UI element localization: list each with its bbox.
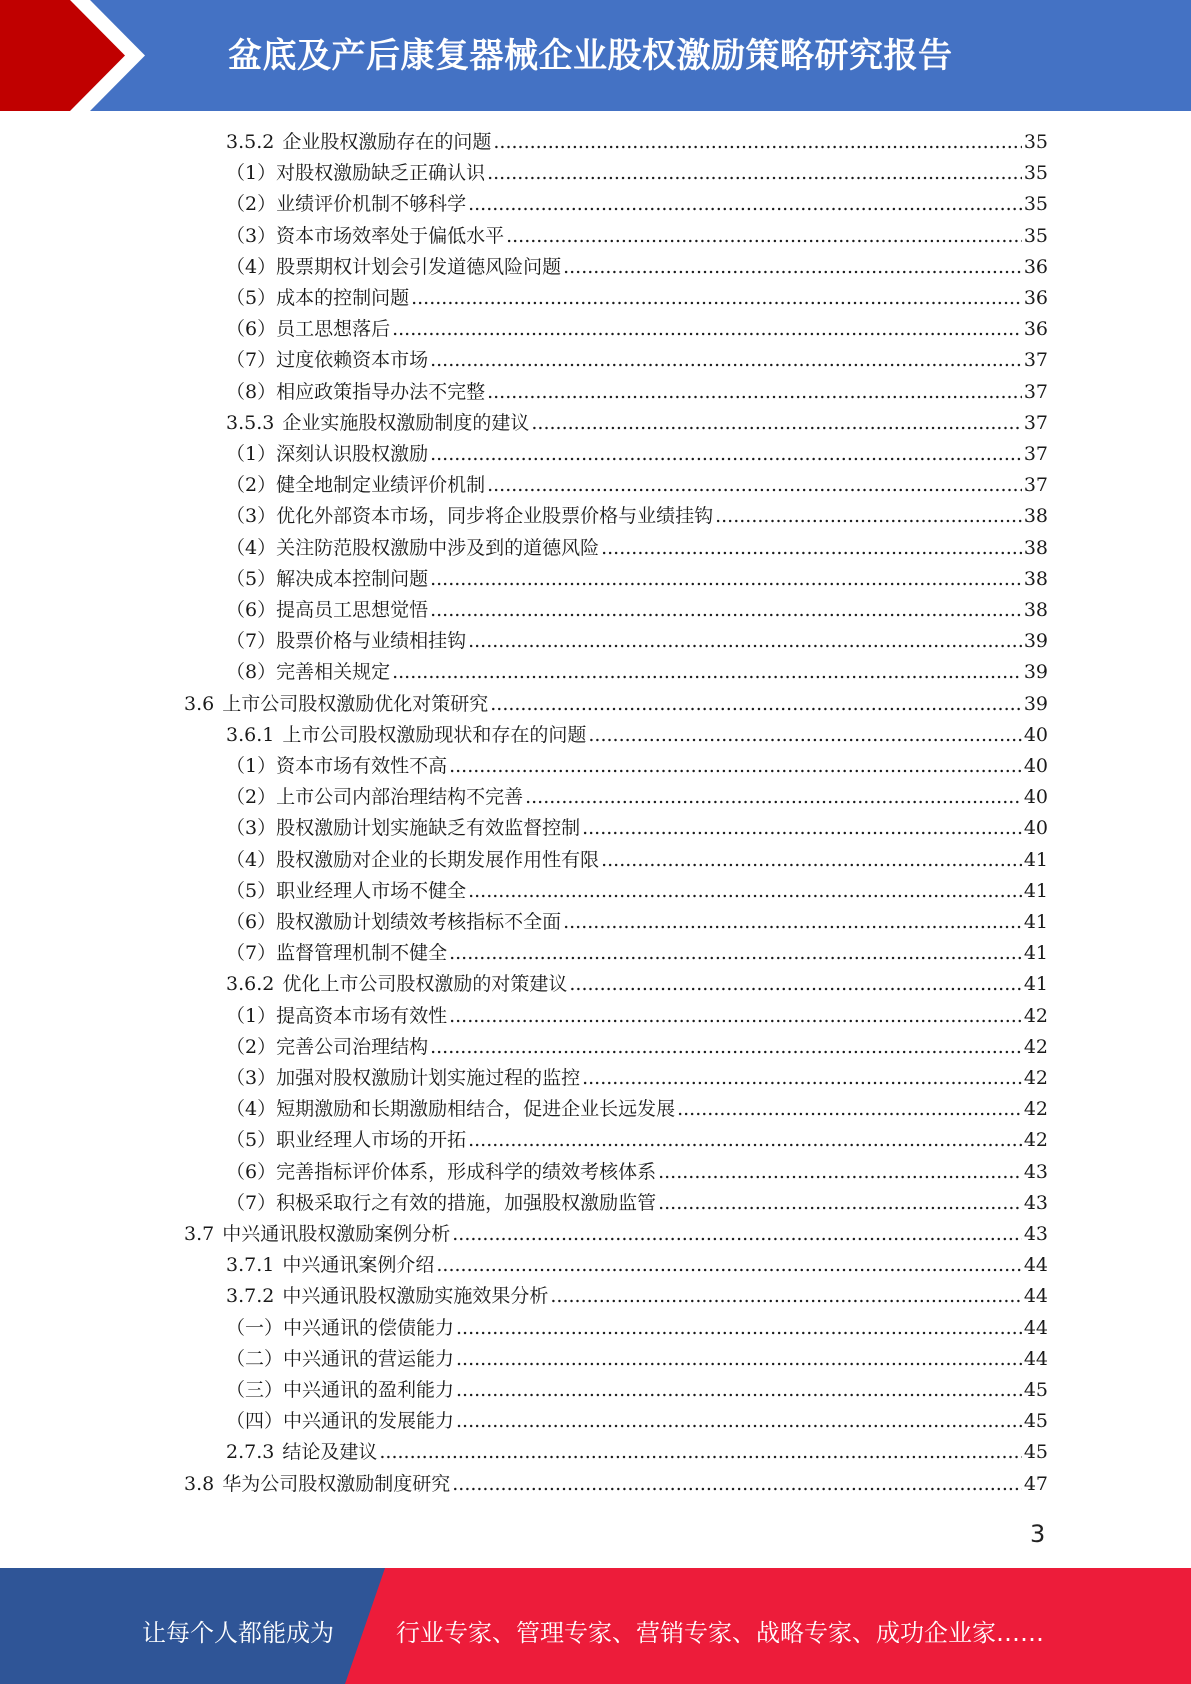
toc-entry-page: 38	[1023, 536, 1048, 559]
toc-entry[interactable]	[226, 1094, 1048, 1125]
toc-entry[interactable]	[226, 1032, 1048, 1063]
toc-entry-page: 36	[1023, 287, 1048, 309]
toc-entry-label: 中兴通讯股权激励实施效果分析	[282, 1285, 549, 1308]
toc-dot-leader	[436, 1250, 1021, 1281]
toc-entry-page: 42	[1023, 1035, 1048, 1058]
toc-entry-label: （2）完善公司治理结构	[226, 1035, 429, 1058]
toc-dot-leader	[601, 845, 1022, 876]
toc-entry[interactable]	[226, 1375, 1048, 1406]
toc-entry-label: （三）中兴通讯的盈利能力	[226, 1379, 455, 1401]
toc-dot-leader	[430, 564, 1022, 595]
toc-entry-label: （8）相应政策指导办法不完整	[226, 380, 486, 403]
toc-entry-page: 36	[1023, 318, 1048, 341]
toc-entry-page: 40	[1023, 723, 1048, 746]
toc-entry-page: 39	[1023, 692, 1048, 715]
toc-entry-label: 企业实施股权激励制度的建议	[282, 411, 530, 434]
toc-entry-label: （7）股票价格与业绩相挂钩	[226, 630, 467, 653]
toc-entry[interactable]	[226, 314, 1048, 345]
toc-entry[interactable]	[226, 533, 1048, 564]
toc-entry[interactable]	[226, 1001, 1048, 1032]
toc-dot-leader	[563, 252, 1022, 283]
toc-entry[interactable]	[226, 1281, 1048, 1312]
toc-entry-page: 43	[1023, 1191, 1048, 1214]
toc-entry-page: 40	[1023, 755, 1048, 777]
toc-entry-label: （5）职业经理人市场不健全	[226, 879, 467, 902]
toc-entry-label: （1）资本市场有效性不高	[226, 755, 448, 777]
toc-dot-leader	[487, 470, 1022, 501]
toc-entry-label: 华为公司股权激励制度研究	[222, 1472, 451, 1495]
toc-entry-label: 中兴通讯股权激励案例分析	[222, 1223, 451, 1245]
toc-entry-number: 3.7	[184, 1223, 215, 1245]
toc-entry[interactable]	[226, 938, 1048, 969]
toc-entry-label: （四）中兴通讯的发展能力	[226, 1410, 455, 1433]
toc-dot-leader	[430, 439, 1022, 470]
toc-dot-leader	[449, 751, 1022, 782]
toc-entry-label: 优化上市公司股权激励的对策建议	[282, 973, 568, 996]
toc-dot-leader	[531, 408, 1021, 439]
toc-entry-page: 40	[1023, 786, 1048, 809]
toc-dot-leader	[452, 1469, 1022, 1500]
toc-entry-page: 35	[1023, 224, 1048, 247]
toc-dot-leader	[430, 345, 1022, 376]
toc-dot-leader	[468, 189, 1022, 220]
toc-dot-leader	[379, 1437, 1021, 1468]
toc-entry[interactable]	[226, 751, 1048, 782]
toc-entry-label: （7）过度依赖资本市场	[226, 349, 429, 372]
toc-entry-page: 35	[1023, 162, 1048, 185]
footer-slogan-left: 让每个人都能成为	[142, 1619, 334, 1647]
toc-entry-label: （4）股权激励对企业的长期发展作用性有限	[226, 848, 600, 871]
toc-entry-page: 47	[1023, 1472, 1048, 1495]
toc-dot-leader	[449, 1001, 1022, 1032]
toc-entry[interactable]	[226, 1188, 1048, 1219]
toc-entry-label: 中兴通讯案例介绍	[282, 1254, 435, 1277]
toc-entry-label: （4）短期激励和长期激励相结合，促进企业长远发展	[226, 1098, 676, 1121]
toc-entry[interactable]	[226, 969, 1048, 1000]
toc-entry[interactable]	[226, 470, 1048, 501]
toc-entry-number: 3.5.3	[226, 411, 275, 434]
toc-entry-label: （7）积极采取行之有效的措施，加强股权激励监管	[226, 1191, 657, 1214]
report-title: 盆底及产后康复器械企业股权激励策略研究报告	[228, 36, 953, 76]
toc-entry[interactable]	[184, 1469, 1048, 1500]
toc-entry-label: （1）对股权激励缺乏正确认识	[226, 162, 486, 185]
toc-dot-leader	[525, 782, 1022, 813]
toc-entry[interactable]	[184, 689, 1048, 720]
toc-entry-label: （3）优化外部资本市场，同步将企业股票价格与业绩挂钩	[226, 505, 714, 528]
toc-entry-page: 45	[1023, 1379, 1048, 1401]
toc-entry-number: 3.6	[184, 692, 215, 715]
toc-entry-number: 2.7.3	[226, 1441, 275, 1464]
toc-entry-page: 37	[1023, 443, 1048, 465]
toc-entry-label: （6）员工思想落后	[226, 318, 391, 341]
toc-dot-leader	[715, 501, 1022, 532]
toc-entry[interactable]	[226, 595, 1048, 626]
toc-dot-leader	[582, 1063, 1022, 1094]
toc-entry-page: 44	[1023, 1347, 1048, 1370]
toc-entry-page: 42	[1023, 1004, 1048, 1027]
toc-entry[interactable]	[226, 1063, 1048, 1094]
toc-dot-leader	[582, 813, 1022, 844]
toc-entry-label: （1）深刻认识股权激励	[226, 443, 429, 465]
toc-entry[interactable]	[226, 221, 1048, 252]
toc-entry-page: 41	[1023, 911, 1048, 933]
toc-entry-label: （8）完善相关规定	[226, 661, 391, 684]
toc-entry-label: 上市公司股权激励优化对策研究	[222, 692, 489, 715]
toc-entry[interactable]	[226, 720, 1048, 751]
toc-dot-leader	[430, 595, 1022, 626]
toc-dot-leader	[550, 1281, 1021, 1312]
toc-dot-leader	[456, 1313, 1022, 1344]
toc-entry-label: （二）中兴通讯的营运能力	[226, 1347, 455, 1370]
toc-dot-leader	[658, 1157, 1022, 1188]
toc-entry[interactable]	[226, 782, 1048, 813]
toc-dot-leader	[506, 221, 1022, 252]
toc-entry-label: （2）上市公司内部治理结构不完善	[226, 786, 524, 809]
toc-entry-label: （5）解决成本控制问题	[226, 567, 429, 590]
toc-entry[interactable]	[226, 1125, 1048, 1156]
toc-entry[interactable]	[226, 564, 1048, 595]
toc-entry-page: 39	[1023, 661, 1048, 684]
toc-dot-leader	[588, 720, 1021, 751]
toc-entry[interactable]	[226, 439, 1048, 470]
toc-entry[interactable]	[226, 345, 1048, 376]
page-footer	[0, 1568, 1191, 1684]
toc-dot-leader	[487, 377, 1022, 408]
toc-entry[interactable]	[226, 501, 1048, 532]
toc-entry[interactable]	[226, 1157, 1048, 1188]
toc-entry-page: 41	[1023, 973, 1048, 996]
toc-entry-page: 42	[1023, 1067, 1048, 1089]
toc-dot-leader	[468, 626, 1022, 657]
toc-dot-leader	[493, 127, 1021, 158]
toc-dot-leader	[452, 1219, 1022, 1250]
toc-entry-number: 3.6.2	[226, 973, 275, 996]
toc-entry-page: 36	[1023, 255, 1048, 278]
toc-dot-leader	[601, 533, 1022, 564]
toc-dot-leader	[411, 283, 1022, 314]
toc-entry[interactable]	[226, 1344, 1048, 1375]
toc-dot-leader	[468, 1125, 1022, 1156]
toc-entry[interactable]	[226, 1437, 1048, 1468]
toc-entry-label: （5）职业经理人市场的开拓	[226, 1129, 467, 1152]
toc-entry-label: （3）加强对股权激励计划实施过程的监控	[226, 1067, 581, 1089]
toc-entry-page: 42	[1023, 1098, 1048, 1121]
toc-entry-page: 43	[1023, 1160, 1048, 1183]
toc-entry-label: （7）监督管理机制不健全	[226, 942, 448, 965]
toc-entry-label: （6）提高员工思想觉悟	[226, 599, 429, 621]
toc-entry-label: （1）提高资本市场有效性	[226, 1004, 448, 1027]
toc-entry-label: 结论及建议	[282, 1441, 378, 1464]
toc-entry-page: 37	[1023, 474, 1048, 497]
toc-entry-page: 38	[1023, 567, 1048, 590]
toc-entry-label: （4）关注防范股权激励中涉及到的道德风险	[226, 536, 600, 559]
toc-entry-label: （6）完善指标评价体系，形成科学的绩效考核体系	[226, 1160, 657, 1183]
toc-entry-label: （2）业绩评价机制不够科学	[226, 193, 467, 216]
toc-entry[interactable]	[226, 907, 1048, 938]
toc-entry-label: （4）股票期权计划会引发道德风险问题	[226, 255, 562, 278]
toc-entry-page: 35	[1023, 131, 1048, 153]
toc-entry-page: 44	[1023, 1254, 1048, 1277]
toc-entry[interactable]	[226, 1406, 1048, 1437]
toc-dot-leader	[456, 1375, 1022, 1406]
toc-dot-leader	[456, 1344, 1022, 1375]
toc-entry-page: 37	[1023, 349, 1048, 372]
toc-entry[interactable]	[226, 158, 1048, 189]
footer-slogan-right: 行业专家、管理专家、营销专家、战略专家、成功企业家……	[396, 1619, 1044, 1647]
toc-entry-label: （3）股权激励计划实施缺乏有效监督控制	[226, 817, 581, 840]
toc-entry[interactable]	[226, 408, 1048, 439]
toc-entry-page: 44	[1023, 1316, 1048, 1339]
toc-entry[interactable]	[226, 876, 1048, 907]
toc-dot-leader	[449, 938, 1022, 969]
page-header	[0, 0, 1191, 111]
toc-entry[interactable]	[226, 845, 1048, 876]
toc-dot-leader	[658, 1188, 1022, 1219]
toc-entry[interactable]	[226, 1313, 1048, 1344]
toc-entry-label: （一）中兴通讯的偿债能力	[226, 1316, 455, 1339]
toc-entry-number: 3.6.1	[226, 723, 275, 746]
toc-entry-page: 45	[1023, 1441, 1048, 1464]
toc-entry[interactable]	[226, 626, 1048, 657]
toc-entry-page: 38	[1023, 505, 1048, 528]
toc-entry-number: 3.8	[184, 1472, 215, 1495]
toc-entry-label: 上市公司股权激励现状和存在的问题	[282, 723, 587, 746]
toc-entry-page: 43	[1023, 1223, 1048, 1245]
toc-entry-page: 41	[1023, 942, 1048, 965]
toc-entry-page: 44	[1023, 1285, 1048, 1308]
toc-entry-page: 37	[1023, 380, 1048, 403]
toc-dot-leader	[392, 314, 1022, 345]
toc-entry-label: （6）股权激励计划绩效考核指标不全面	[226, 911, 562, 933]
toc-dot-leader	[490, 689, 1022, 720]
toc-entry-page: 41	[1023, 848, 1048, 871]
toc-dot-leader	[430, 1032, 1022, 1063]
toc-entry-page: 42	[1023, 1129, 1048, 1152]
toc-entry[interactable]	[184, 1219, 1048, 1250]
toc-entry-number: 3.7.2	[226, 1285, 275, 1308]
toc-entry-page: 38	[1023, 599, 1048, 621]
toc-dot-leader	[677, 1094, 1022, 1125]
toc-dot-leader	[468, 876, 1022, 907]
toc-dot-leader	[563, 907, 1022, 938]
toc-entry-label: 企业股权激励存在的问题	[282, 131, 492, 153]
toc-entry-label: （3）资本市场效率处于偏低水平	[226, 224, 505, 247]
toc-entry[interactable]	[226, 377, 1048, 408]
toc-entry-label: （5）成本的控制问题	[226, 287, 410, 309]
page-number: 3	[1030, 1520, 1046, 1548]
toc-entry[interactable]	[226, 127, 1048, 158]
toc-dot-leader	[392, 657, 1022, 688]
toc-entry[interactable]	[226, 252, 1048, 283]
toc-entry-page: 40	[1023, 817, 1048, 840]
toc-entry[interactable]	[226, 1250, 1048, 1281]
toc-dot-leader	[456, 1406, 1022, 1437]
toc-entry-page: 39	[1023, 630, 1048, 653]
toc-dot-leader	[487, 158, 1022, 189]
toc-entry[interactable]	[226, 189, 1048, 220]
toc-entry-page: 37	[1023, 411, 1048, 434]
toc-entry-label: （2）健全地制定业绩评价机制	[226, 474, 486, 497]
toc-dot-leader	[569, 969, 1021, 1000]
toc-entry[interactable]	[226, 283, 1048, 314]
toc-entry[interactable]	[226, 813, 1048, 844]
toc-entry-page: 45	[1023, 1410, 1048, 1433]
toc-entry-page: 35	[1023, 193, 1048, 216]
toc-entry-page: 41	[1023, 879, 1048, 902]
toc-entry[interactable]	[226, 657, 1048, 688]
toc-entry-number: 3.7.1	[226, 1254, 275, 1277]
chevron-arrow-icon	[0, 0, 160, 111]
toc-entry-number: 3.5.2	[226, 131, 275, 153]
